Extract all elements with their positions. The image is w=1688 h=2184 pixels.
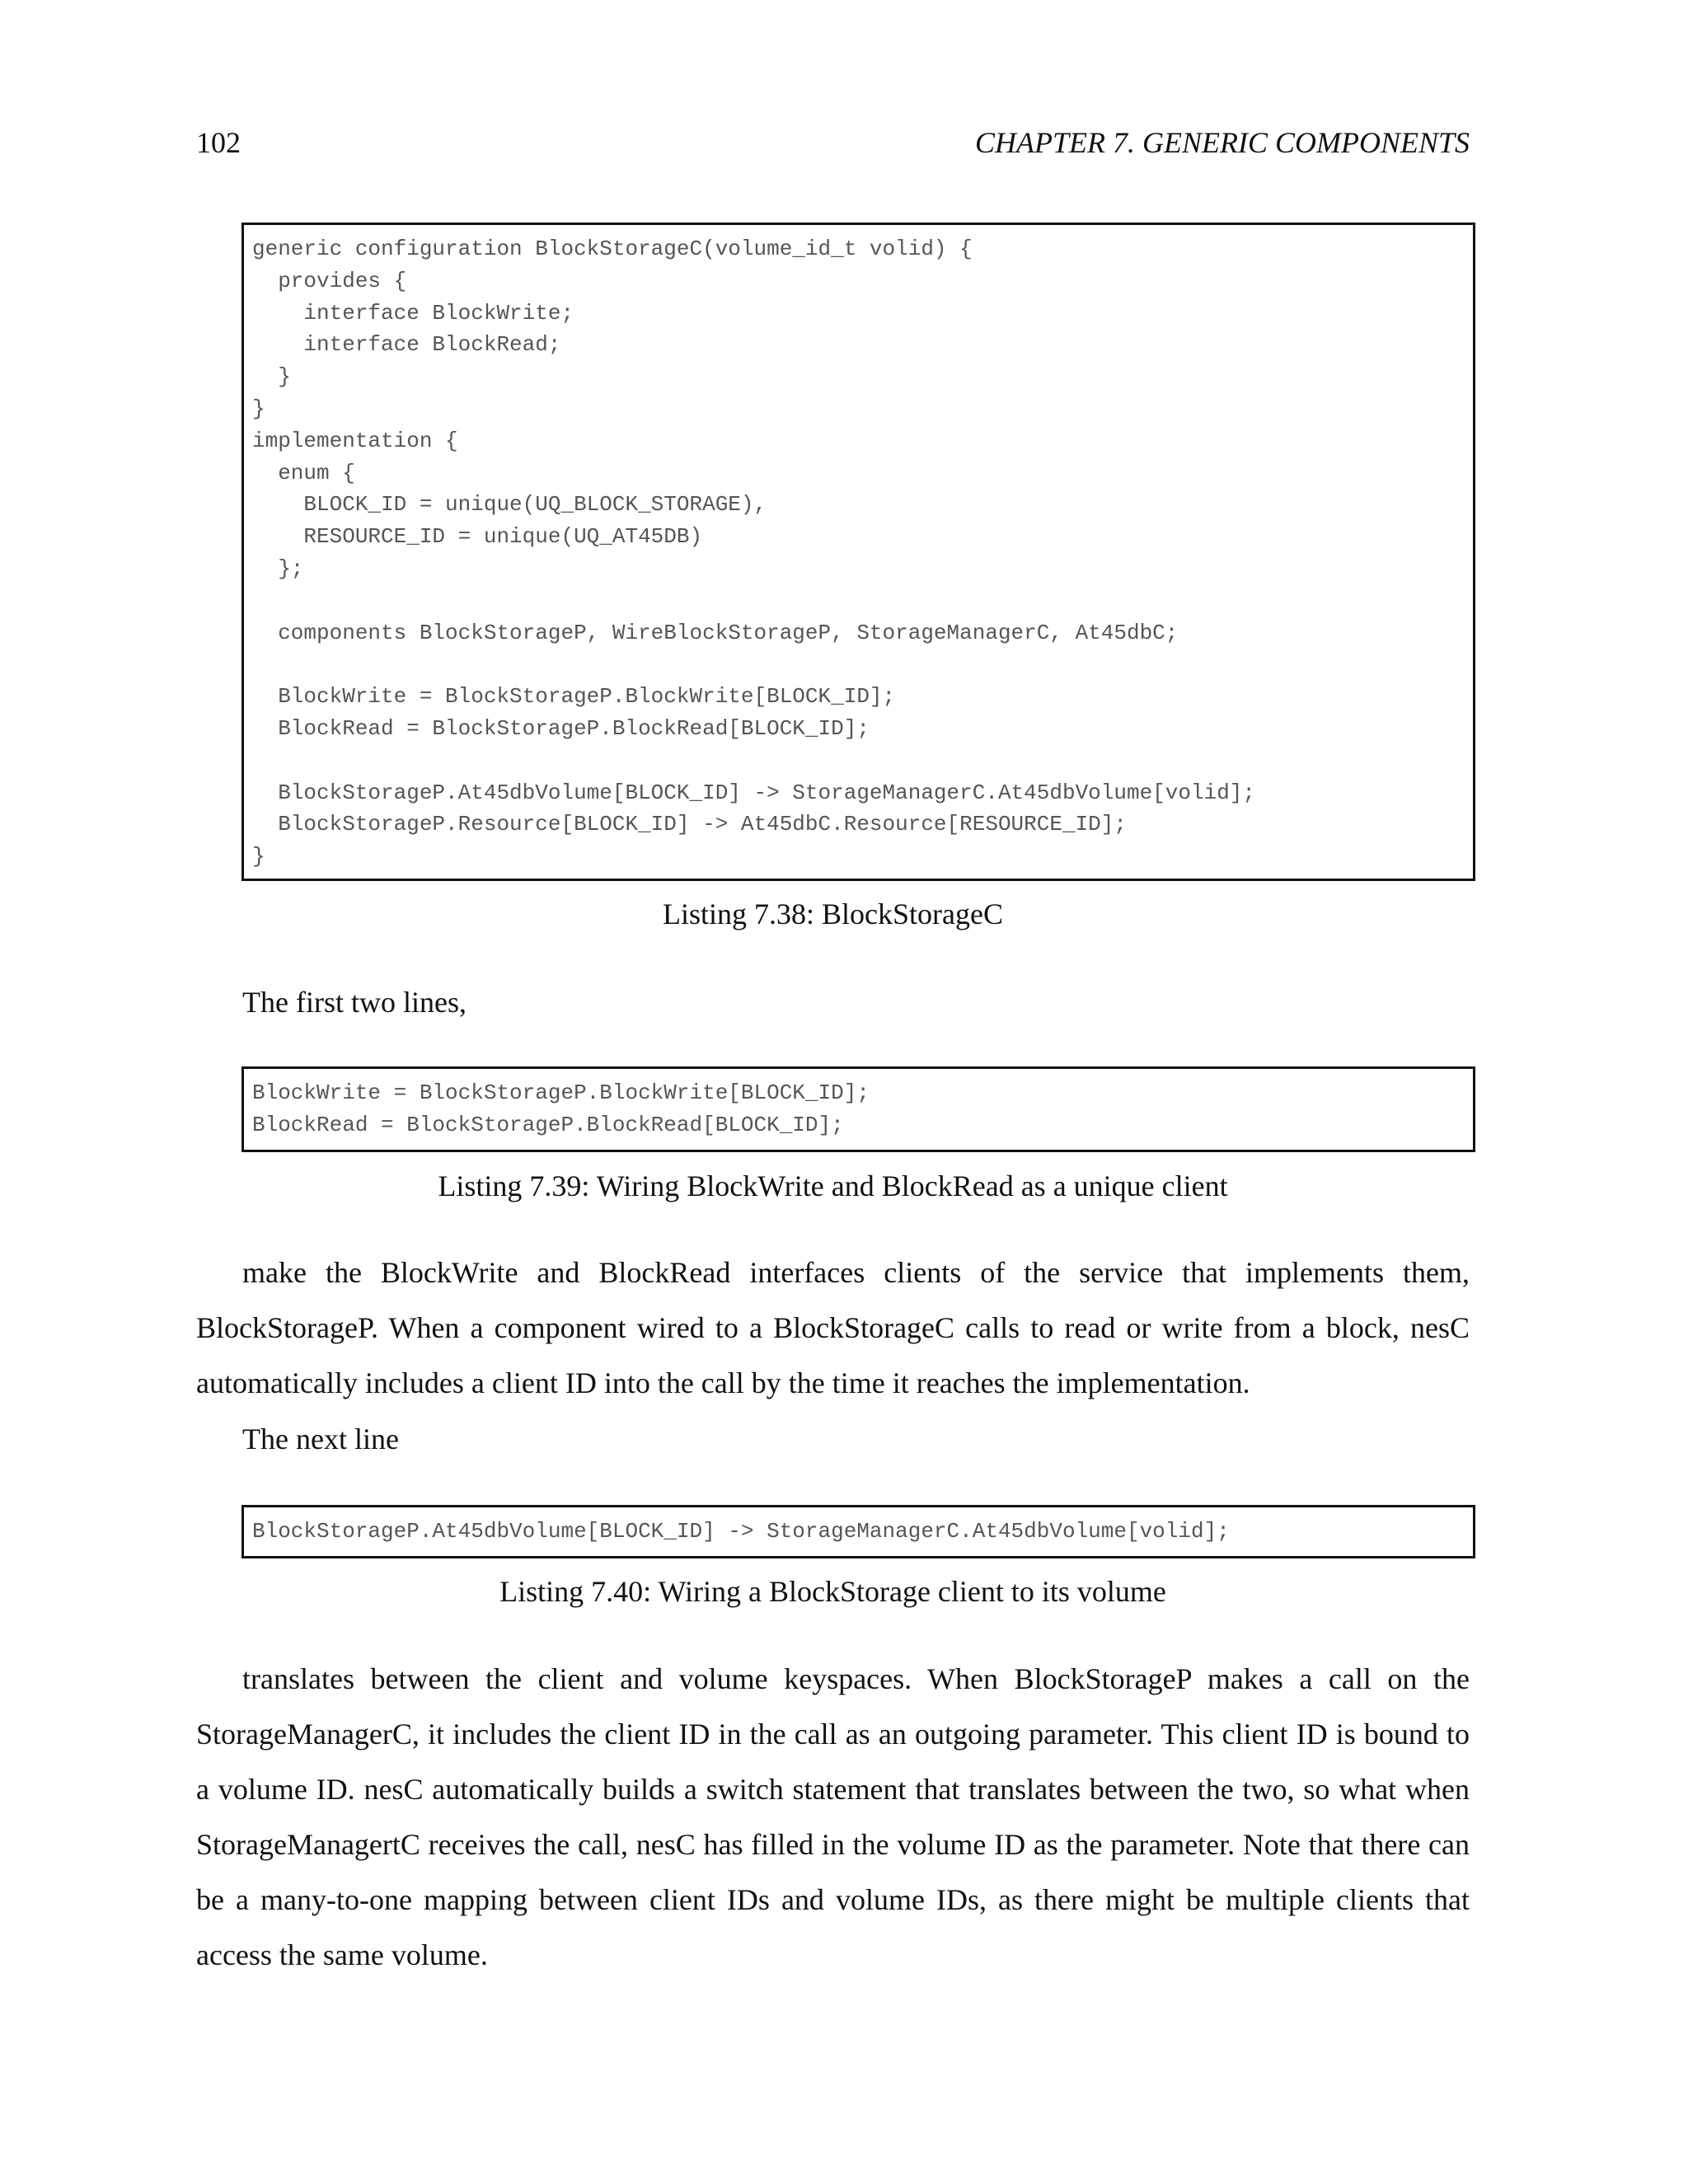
code-line: BlockStorageP.At45dbVolume[BLOCK_ID] -> StorageManagerC.At45dbVolume[volid]; [252,780,1255,805]
code-line: BlockWrite = BlockStorageP.BlockWrite[BLOCK_ID]; [252,684,896,710]
code-line: implementation { [252,428,458,453]
code-line: }; [252,555,304,581]
code-line [252,745,1473,777]
listing-caption: Listing 7.40: Wiring a BlockStorage client to its volume [499,1575,1166,1608]
body-paragraph: translates between the client and volume keyspaces. When BlockStorageP makes a call on the StorageManagerC, it includes the client ID in the call as an outgoing parameter. This client ID is bound to a volume ID. nesC automatically builds a switch statement that translates between the two, so what when StorageManagertC receives the call, nesC has filled in the volume ID as the parameter. Note that there can be a many-to-one mapping between client IDs and volume IDs, as there might be multiple clients that access the same volume. [196,1662,1470,1971]
page-number: 102 [196,126,241,159]
code-line: BlockRead = BlockStorageP.BlockRead[BLOCK_ID]; [252,1112,844,1137]
code-listing-unique-client-wiring [241,1066,1475,1152]
code-line: BlockWrite = BlockStorageP.BlockWrite[BLOCK_ID]; [252,1080,870,1105]
code-line: RESOURCE_ID = unique(UQ_AT45DB) [252,524,703,550]
code-line: provides { [252,268,407,293]
body-paragraph: make the BlockWrite and BlockRead interfaces clients of the service that implements them, BlockStorageP. When a component wired to a BlockStorageC calls to read or write from a block, nesC automatically includes a client ID into the call by the time it reaches the implementation. [196,1256,1470,1399]
code-line: interface BlockRead; [252,332,561,358]
code-line: BlockStorageP.Resource[BLOCK_ID] -> At45dbC.Resource[RESOURCE_ID]; [252,812,1127,837]
code-line: } [252,844,265,869]
code-line: components BlockStorageP, WireBlockStorageP, StorageManagerC, At45dbC; [252,620,1179,645]
code-line: interface BlockWrite; [252,300,574,326]
code-line: } [252,364,291,390]
code-line: } [252,396,265,421]
code-line: BlockRead = BlockStorageP.BlockRead[BLOCK_ID]; [252,715,870,741]
code-line: BlockStorageP.At45dbVolume[BLOCK_ID] -> StorageManagerC.At45dbVolume[volid]; [252,1519,1230,1544]
code-line: enum { [252,460,355,485]
code-line: generic configuration BlockStorageC(volume_id_t volid) { [252,237,973,261]
body-paragraph: The first two lines, [242,986,467,1019]
code-line [252,649,1473,681]
code-line [252,585,1473,617]
code-listing-volume-wiring [241,1505,1475,1558]
body-paragraph: The next line [242,1422,399,1455]
running-head: CHAPTER 7. GENERIC COMPONENTS [975,126,1470,159]
page-header [196,125,1470,166]
code-listing-block-storage-c [241,223,1475,881]
code-line: BLOCK_ID = unique(UQ_BLOCK_STORAGE), [252,492,767,518]
listing-caption: Listing 7.38: BlockStorageC [663,898,1003,930]
listing-caption: Listing 7.39: Wiring BlockWrite and BlockRead as a unique client [438,1169,1228,1202]
